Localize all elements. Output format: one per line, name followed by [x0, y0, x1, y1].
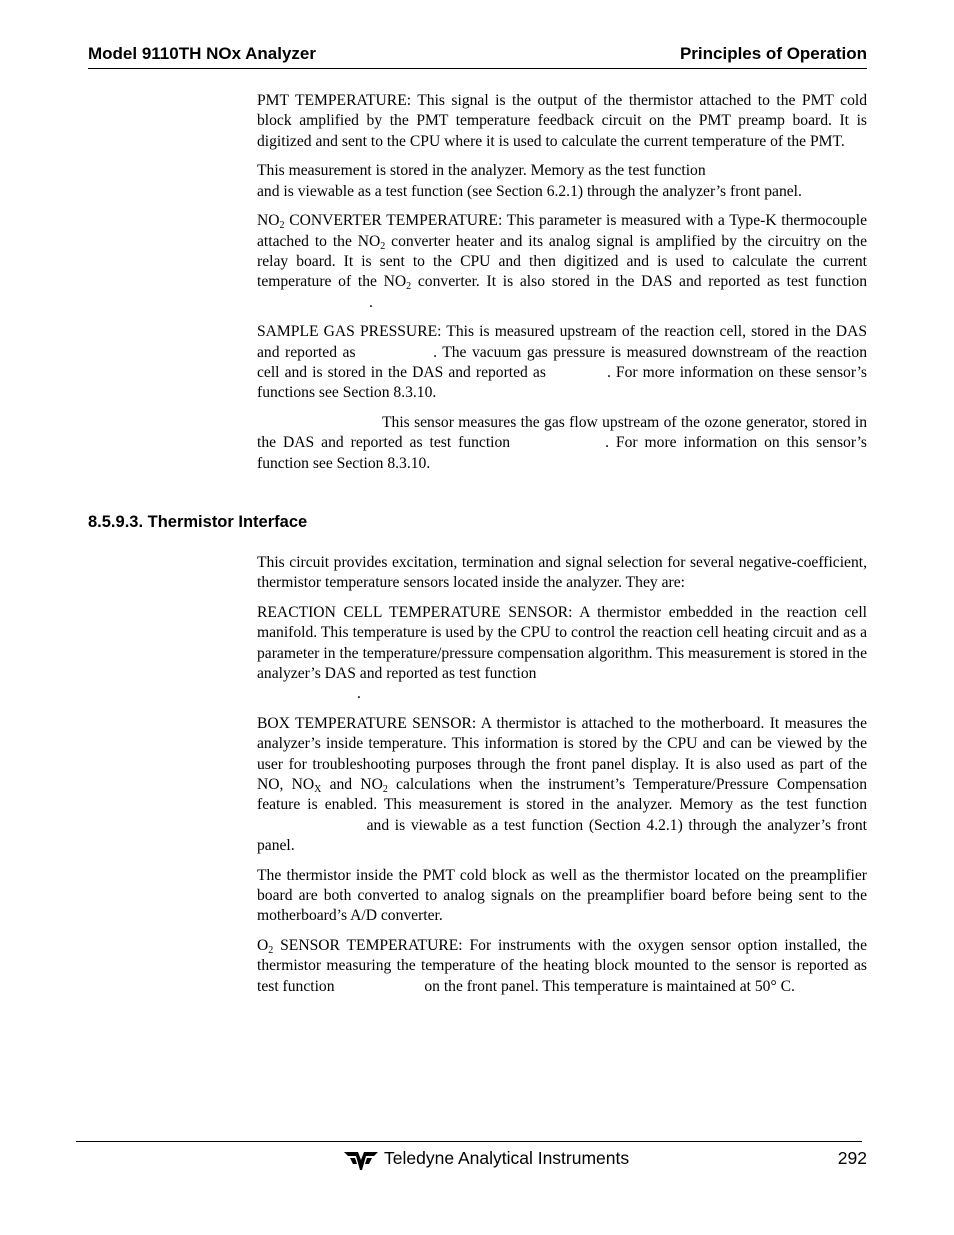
paragraph-pmt-cold-block: The thermistor inside the PMT cold block as well as the thermistor located on the preamplifier board are both converted to analog signals on the preamplifier board before being sent to the motherboard’s A/D converter. [257, 866, 867, 925]
footer-company: Teledyne Analytical Instruments [384, 1148, 630, 1168]
paragraph-box-temperature: BOX TEMPERATURE SENSOR: A thermistor is attached to the motherboard. It measures the analyzer’s inside temperature. This information is stored by the CPU and can be viewed by the user for troubleshooting purposes through the front panel display. It is also used as part of the NO, $NO_X$ and $NO_2$ calculations when the instrument’s Temperature/Pressure Compensation feature is enabled. This measurement is stored in the analyzer. Memory as the test function and is viewable as a test function (Section 4.2.1) through the analyzer’s front panel. [257, 715, 867, 854]
paragraph-reaction-cell: REACTION CELL TEMPERATURE SENSOR: A thermistor embedded in the reaction cell manifold. This temperature is used by the CPU to control the reaction cell heating circuit and as a parameter in the temperature/pressure compensation algorithm. This measurement is stored in the analyzer’s DAS and reported as test function . [257, 604, 867, 703]
paragraph-thermistor-intro: This circuit provides excitation, termination and signal selection for several negative-coefficient, thermistor temperature sensors located inside the analyzer. They are: [257, 554, 867, 592]
page-number: 292 [837, 1148, 867, 1168]
footer-divider [76, 1141, 862, 1142]
paragraph-pmt-temperature: PMT TEMPERATURE: This signal is the output of the thermistor attached to the PMT cold block amplified by the PMT temperature feedback circuit on the PMT preamp board. It is digitized and sent to the CPU where it is used to calculate the current temperature of the PMT. [257, 92, 867, 150]
page-header [88, 44, 867, 69]
paragraph-sample-gas-pressure: SAMPLE GAS PRESSURE: This is measured upstream of the reaction cell, stored in the DAS and reported as . The vacuum gas pressure is measured downstream of the reaction cell and is stored in the DAS and reported as . For more information on these sensor’s functions see Section 8.3.10. [257, 323, 867, 402]
body-lower [257, 553, 867, 1006]
paragraph-no2-converter: $NO_2$ CONVERTER TEMPERATURE: This parameter is measured with a Type-K thermocouple attached to the $NO_2$ converter heater and its analog signal is amplified by the circuitry on the relay board. It is sent to the CPU and then digitized and is used to calculate the current temperature of the $NO_2$ converter. It is also stored in the DAS and reported as test function. [257, 212, 868, 311]
header-section: Principles of Operation [679, 44, 867, 63]
paragraph-ozone-flow: This sensor measures the gas flow upstream of the ozone generator, stored in the DAS and reported as test function . For more information on this sensor’s function see Section 8.3.10. [257, 414, 867, 472]
paragraph-memory: This measurement is stored in the analyzer. Memory as the test function and is viewable as a test function (see Section 6.2.1) through the analyzer’s front panel. [257, 162, 802, 200]
header-title: Model 9110TH NOx Analyzer [88, 44, 317, 63]
paragraph-o2-sensor: $O_2$ SENSOR TEMPERATURE: For instruments with the oxygen sensor option installed, the thermistor measuring the temperature of the heating block mounted to the sensor is reported as test function on the front panel. This temperature is maintained at 50° C. [257, 937, 867, 995]
section-heading: 8.5.9.3. Thermistor Interface [88, 513, 308, 531]
teledyne-logo-icon [344, 1150, 378, 1170]
body-upper [257, 91, 867, 484]
